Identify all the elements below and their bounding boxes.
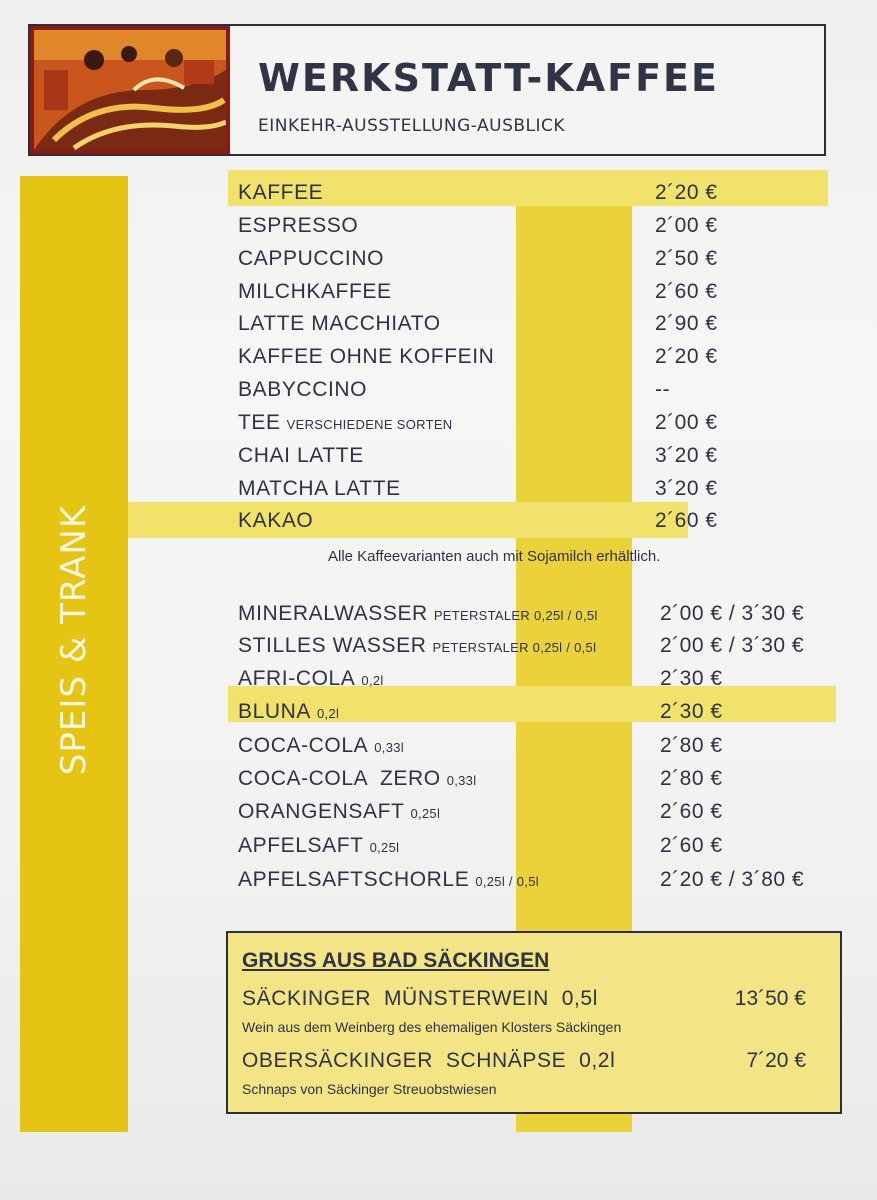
item-detail: 0,2l <box>317 706 340 721</box>
menu-row <box>0 509 877 539</box>
item-description: Schnaps von Säckinger Streuobstwiesen <box>242 1081 497 1097</box>
item-name: MINERALWASSER PETERSTALER 0,25l / 0,5l <box>238 602 598 625</box>
item-price: 2´00 € / 3´30 € <box>660 634 805 657</box>
menu-row <box>0 477 877 507</box>
item-name: LATTE MACCHIATO <box>238 312 441 335</box>
item-price: 2´80 € <box>660 767 723 790</box>
cafe-title: WERKSTATT-KAFFEE <box>258 56 719 100</box>
item-price: 2´30 € <box>660 700 723 723</box>
menu-row <box>0 634 877 664</box>
menu-row <box>0 767 877 797</box>
menu-row <box>0 312 877 342</box>
item-price: 7´20 € <box>746 1049 806 1072</box>
item-name: TEE VERSCHIEDENE SORTEN <box>238 411 453 434</box>
item-detail: 0,33l <box>446 773 477 788</box>
item-price: 2´00 € <box>655 411 718 434</box>
menu-row <box>0 378 877 408</box>
menu-row <box>0 602 877 632</box>
item-name: COCA-COLA ZERO 0,33l <box>238 767 477 790</box>
item-name: AFRI-COLA 0,2l <box>238 667 384 690</box>
item-price: 2´50 € <box>655 247 718 270</box>
item-name: CAPPUCCINO <box>238 247 385 270</box>
item-price: 13´50 € <box>734 987 806 1010</box>
item-name: SÄCKINGER MÜNSTERWEIN 0,5l <box>242 987 598 1010</box>
item-name: ORANGENSAFT 0,25l <box>238 800 441 823</box>
menu-row <box>0 345 877 375</box>
item-name: ESPRESSO <box>238 214 359 237</box>
item-price: 2´60 € <box>660 834 723 857</box>
cafe-subtitle: EINKEHR-AUSSTELLUNG-AUSBLICK <box>258 116 566 136</box>
item-name: BABYCCINO <box>238 378 368 401</box>
item-price: 2´60 € <box>655 280 718 303</box>
item-price: 2´90 € <box>655 312 718 335</box>
item-detail: VERSCHIEDENE SORTEN <box>286 417 453 432</box>
item-description: Wein aus dem Weinberg des ehemaligen Klosters Säckingen <box>242 1019 622 1035</box>
item-name: STILLES WASSER PETERSTALER 0,25l / 0,5l <box>238 634 597 657</box>
menu-row <box>0 411 877 441</box>
item-price: 2´00 € <box>655 214 718 237</box>
local-specialties-box <box>226 931 842 1114</box>
item-price: 2´20 € <box>655 345 718 368</box>
item-detail: 0,25l <box>369 840 400 855</box>
item-price: 2´30 € <box>660 667 723 690</box>
soy-milk-note: Alle Kaffeevarianten auch mit Sojamilch erhältlich. <box>328 548 661 565</box>
item-name: KAFFEE <box>238 181 324 204</box>
item-name: OBERSÄCKINGER SCHNÄPSE 0,2l <box>242 1049 616 1072</box>
menu-row <box>0 667 877 697</box>
menu-row <box>0 868 877 898</box>
item-price: 2´20 € <box>655 181 718 204</box>
item-detail: 0,2l <box>361 673 384 688</box>
item-name: MILCHKAFFEE <box>238 280 392 303</box>
item-name: BLUNA 0,2l <box>238 700 340 723</box>
item-name: CHAI LATTE <box>238 444 364 467</box>
item-name: MATCHA LATTE <box>238 477 401 500</box>
item-name: APFELSAFTSCHORLE 0,25l / 0,5l <box>238 868 539 891</box>
header <box>28 24 826 156</box>
item-detail: 0,25l <box>410 806 441 821</box>
item-price: -- <box>655 378 670 401</box>
item-name: KAKAO <box>238 509 314 532</box>
item-detail: PETERSTALER 0,25l / 0,5l <box>433 608 598 623</box>
menu-row <box>0 800 877 830</box>
item-name: COCA-COLA 0,33l <box>238 734 404 757</box>
local-specialties-title: GRUSS AUS BAD SÄCKINGEN <box>242 949 550 972</box>
item-detail: 0,25l / 0,5l <box>475 874 539 889</box>
menu-row <box>0 247 877 277</box>
item-price: 2´20 € / 3´80 € <box>660 868 805 891</box>
menu-row <box>0 280 877 310</box>
item-detail: PETERSTALER 0,25l / 0,5l <box>432 640 597 655</box>
item-detail: 0,33l <box>374 740 404 755</box>
item-price: 2´60 € <box>660 800 723 823</box>
menu-row <box>0 834 877 864</box>
side-label: SPEIS & TRANK <box>54 504 94 776</box>
menu-row <box>0 444 877 474</box>
cafe-logo-image <box>30 26 230 154</box>
item-name: APFELSAFT 0,25l <box>238 834 400 857</box>
item-price: 2´60 € <box>655 509 718 532</box>
item-price: 3´20 € <box>655 444 718 467</box>
menu-row <box>0 700 877 730</box>
menu-row <box>0 214 877 244</box>
item-price: 2´00 € / 3´30 € <box>660 602 805 625</box>
item-price: 2´80 € <box>660 734 723 757</box>
item-price: 3´20 € <box>655 477 718 500</box>
item-name: KAFFEE OHNE KOFFEIN <box>238 345 495 368</box>
menu-row <box>0 181 877 211</box>
menu-row <box>0 734 877 764</box>
